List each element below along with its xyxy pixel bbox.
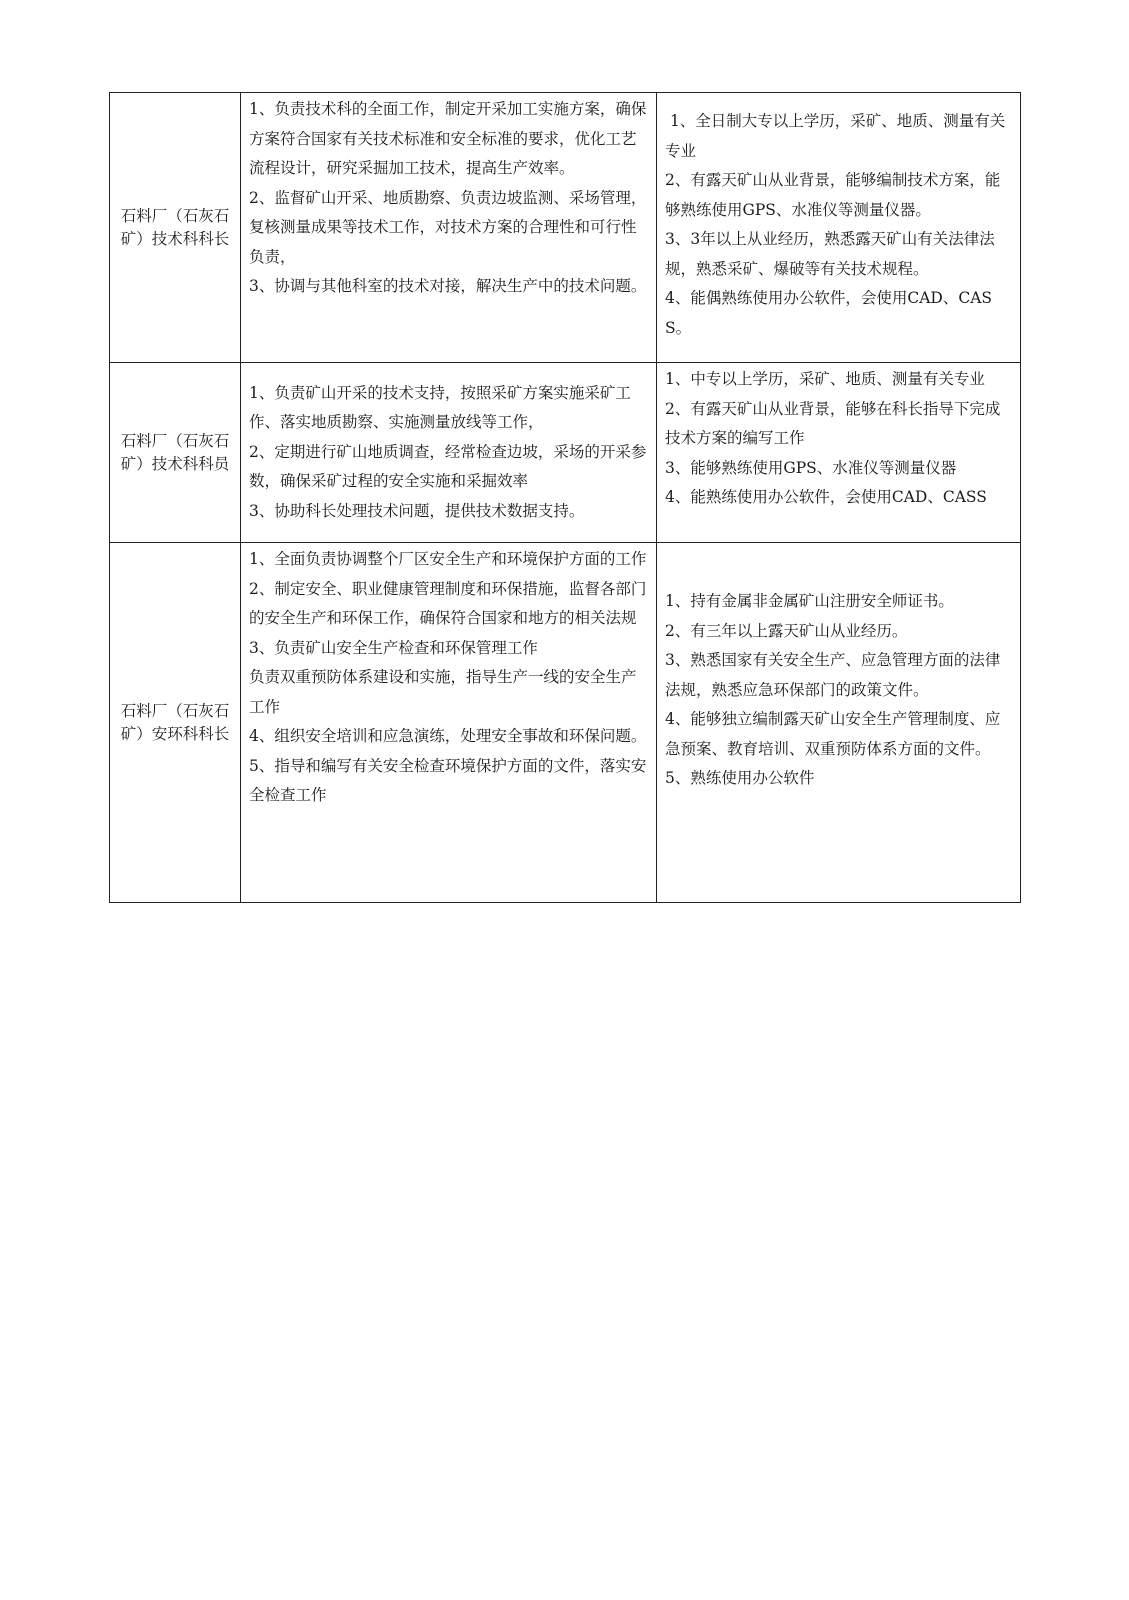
requirement-item: 4、能熟练使用办公软件，会使用CAD、CASS — [665, 488, 987, 506]
requirement-item: 3、3年以上从业经历，熟悉露天矿山有关法律法规，熟悉采矿、爆破等有关技术规程。 — [665, 230, 995, 278]
requirements-cell — [657, 543, 1021, 903]
requirement-item: 2、有露天矿山从业背景，能够在科长指导下完成技术方案的编写工作 — [665, 399, 1001, 447]
requirements-cell — [657, 363, 1021, 543]
table-row — [110, 363, 1021, 543]
position-title: 石料厂（石灰石矿）技术科科员 — [120, 431, 230, 473]
duty-item: 3、协调与其他科室的技术对接，解决生产中的技术问题。 — [249, 277, 647, 295]
duty-item: 2、监督矿山开采、地质勘察、负责边坡监测、采场管理，复核测量成果等技术工作，对技术方案的合理性和可行性负责， — [249, 188, 647, 266]
position-title: 石料厂（石灰石矿）技术科科长 — [120, 206, 230, 248]
duty-item: 2、制定安全、职业健康管理制度和环保措施，监督各部门的安全生产和环保工作，确保符合国家和地方的相关法规 — [249, 579, 647, 627]
position-cell — [110, 93, 241, 363]
requirements-cell — [657, 93, 1021, 363]
requirement-item: 1、持有金属非金属矿山注册安全师证书。 — [665, 592, 954, 610]
requirement-item: 5、熟练使用办公软件 — [665, 769, 815, 787]
duties-cell — [241, 543, 657, 903]
duty-item: 1、负责技术科的全面工作，制定开采加工实施方案，确保方案符合国家有关技术标准和安全标准的要求，优化工艺流程设计，研究采掘加工技术，提高生产效率。 — [249, 100, 647, 177]
table-row — [110, 543, 1021, 903]
requirement-item: 3、能够熟练使用GPS、水准仪等测量仪器 — [665, 458, 957, 477]
duties-cell — [241, 363, 657, 543]
duty-item: 2、定期进行矿山地质调查，经常检查边坡，采场的开采参数，确保采矿过程的安全实施和采掘效率 — [249, 442, 647, 491]
job-requirements-table — [109, 92, 1021, 903]
position-cell — [110, 363, 241, 543]
duty-item: 1、全面负责协调整个厂区安全生产和环境保护方面的工作 — [249, 550, 647, 568]
requirement-item: 2、有露天矿山从业背景，能够编制技术方案，能够熟练使用GPS、水准仪等测量仪器。 — [665, 171, 1001, 219]
requirement-item: 3、熟悉国家有关安全生产、应急管理方面的法律法规，熟悉应急环保部门的政策文件。 — [665, 651, 1001, 699]
position-title: 石料厂（石灰石矿）安环科科长 — [120, 701, 230, 743]
requirement-item: 4、能偶熟练使用办公软件，会使用CAD、CASS。 — [665, 289, 993, 337]
requirement-item: 1、中专以上学历，采矿、地质、测量有关专业 — [665, 370, 985, 388]
duty-item: 5、指导和编写有关安全检查环境保护方面的文件，落实安全检查工作 — [249, 756, 647, 804]
position-cell — [110, 543, 241, 903]
requirement-item: 4、能够独立编制露天矿山安全生产管理制度、应急预案、教育培训、双重预防体系方面的文件。 — [665, 710, 1001, 758]
duty-item: 3、负责矿山安全生产检查和环保管理工作 — [249, 638, 538, 657]
duty-item: 1、负责矿山开采的技术支持，按照采矿方案实施采矿工作、落实地质勘察、实施测量放线等工作， — [249, 383, 631, 432]
table-row — [110, 93, 1021, 363]
duty-item: 负责双重预防体系建设和实施，指导生产一线的安全生产工作 — [249, 668, 637, 716]
requirement-item: 2、有三年以上露天矿山从业经历。 — [665, 621, 908, 640]
requirement-item: 1、全日制大专以上学历，采矿、地质、测量有关专业 — [665, 112, 1006, 160]
duty-item: 4、组织安全培训和应急演练，处理安全事故和环保问题。 — [249, 727, 647, 745]
duties-cell — [241, 93, 657, 363]
duty-item: 3、协助科长处理技术问题，提供技术数据支持。 — [249, 501, 585, 520]
